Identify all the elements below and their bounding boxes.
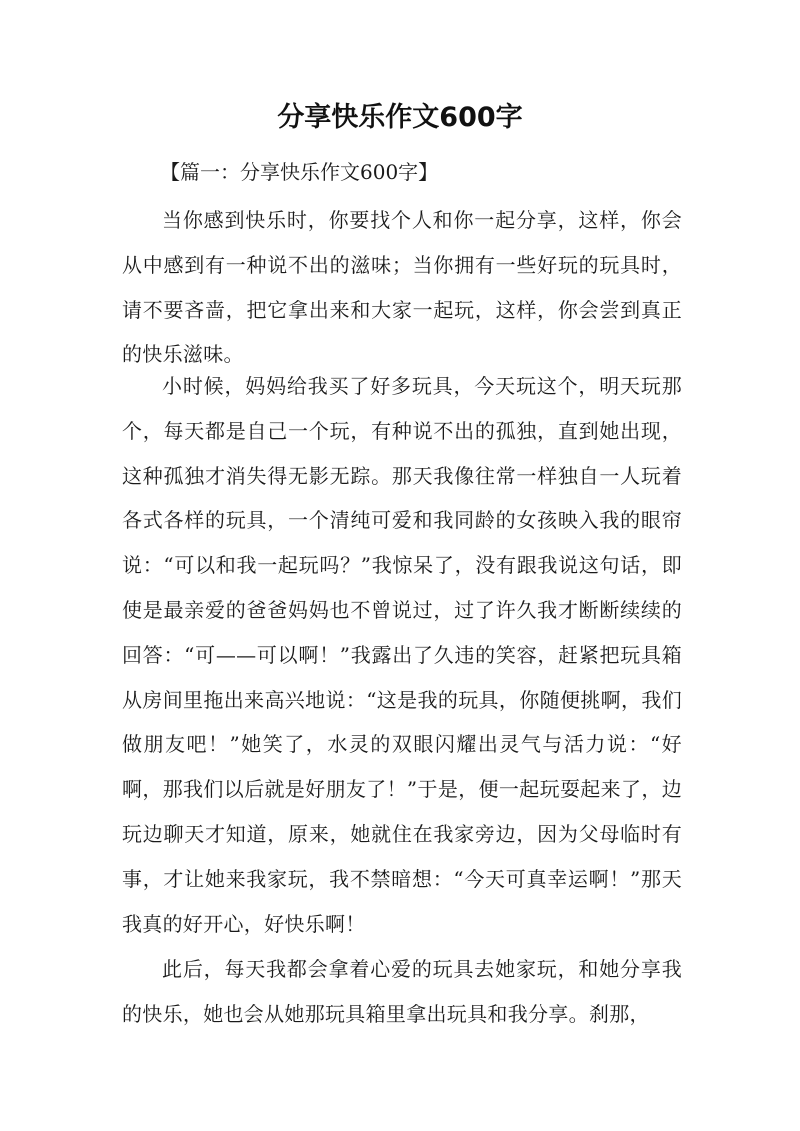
paragraph: 小时候，妈妈给我买了好多玩具，今天玩这个，明天玩那个，每天都是自己一个玩，有种说不出的孤独，直到她出现，这种孤独才消失得无影无踪。那天我像往常一样独自一人玩着各式各样的玩具，一个清纯可爱和我同龄的女孩映入我的眼帘说：“可以和我一起玩吗？”我惊呆了，没有跟我说这句话，即使是最亲爱的爸爸妈妈也不曾说过，过了许久我才断断续续的回答：“可——可以啊！”我露出了久违的笑容，赶紧把玩具箱从房间里拖出来高兴地说：“这是我的玩具，你随便挑啊，我们做朋友吧！”她笑了，水灵的双眼闪耀出灵气与活力说：“好啊，那我们以后就是好朋友了！”于是，便一起玩耍起来了，边玩边聊天才知道，原来，她就住在我家旁边，因为父母临时有事，才让她来我家玩，我不禁暗想：“今天可真幸运啊！”那天我真的好开心，好快乐啊！ bbox=[122, 374, 682, 936]
document-title: 分享快乐作文600字 bbox=[277, 102, 523, 133]
paragraph: 此后，每天我都会拿着心爱的玩具去她家玩，和她分享我的快乐，她也会从她那玩具箱里拿出玩具和我分享。刹那， bbox=[122, 957, 682, 1026]
paragraph: 当你感到快乐时，你要找个人和你一起分享，这样，你会从中感到有一种说不出的滋味；当你拥有一些好玩的玩具时，请不要吝啬，把它拿出来和大家一起玩，这样，你会尝到真正的快乐滋味。 bbox=[122, 208, 682, 367]
section-heading: 【篇一：分享快乐作文600字】 bbox=[160, 160, 439, 184]
